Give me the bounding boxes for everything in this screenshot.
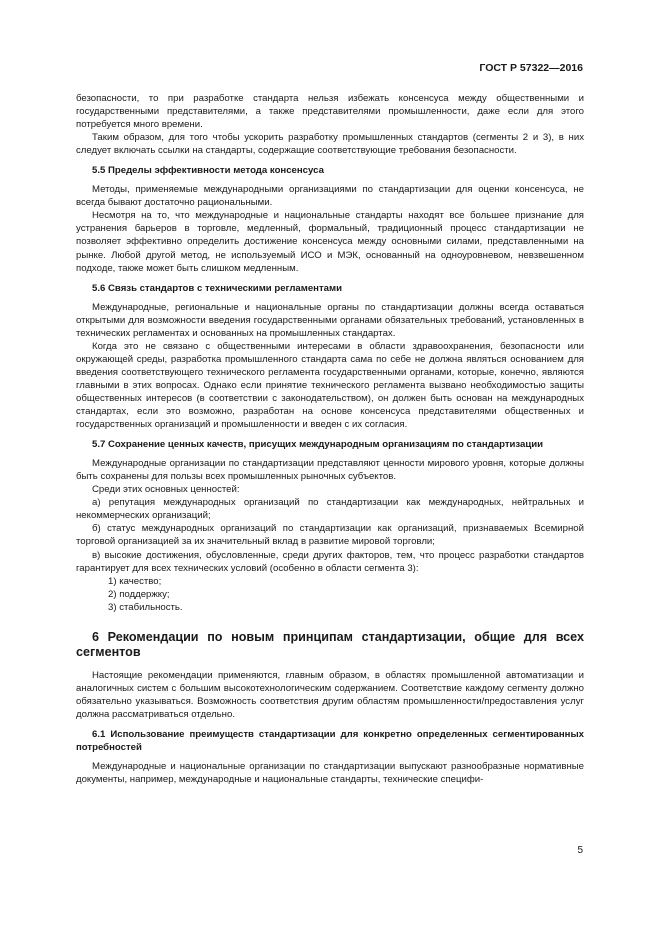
paragraph: Международные, региональные и национальные органы по стандартизации должны всегда оставаться открытыми для возможности введения государственными органами обязательных требований, установленных в технических регламентах и основанных на промышленных стандартах. [76, 301, 584, 339]
paragraph: Методы, применяемые международными организациями по стандартизации для оценки консенсуса, не всегда бывают достаточно рациональными. [76, 184, 584, 209]
paragraph: б) статус международных организаций по стандартизации как организаций, признаваемых Всемирной торговой организацией за их значительный вклад в развитие мировой торговли; [76, 523, 584, 548]
section-heading: 6.1 Использование преимуществ стандартизации для конкретно определенных сегментированных потребностей [76, 728, 584, 753]
list-item: 3) стабильность. [108, 601, 183, 613]
paragraph: безопасности, то при разработке стандарта нельзя избежать консенсуса между общественными и государственными представителями, а также представителями промышленности, даже если для этого потребуется много времени. [76, 93, 584, 131]
page-number: 5 [577, 845, 583, 856]
paragraph: Среди этих основных ценностей: [92, 484, 240, 496]
paragraph: Когда это не связано с общественными интересами в области здравоохранения, безопасности или окружающей среды, разработка промышленного стандарта сама по себе не должна являться основанием для введения соответствующего технического регламента государственными органами, которые, конечно, являются главными в этих вопросах. Однако если принятие технического регламента вызвано необходимостью защиты общественных интересов (в соответствии с законодательством), он должен быть основан на международных стандартах, если это возможно, разработан на основе консенсуса представителями общественных и государственных организаций и промышленности и введен с их согласия. [76, 340, 584, 431]
paragraph: Настоящие рекомендации применяются, главным образом, в областях промышленной автоматизации и аналогичных систем с большим высокотехнологическим содержанием. Соответствие каждому сегменту должно обязательно указываться. Возможность соответствия другим областям промышленности/предоставления услуг должна рассматриваться отдельно. [76, 669, 584, 720]
section-heading: 5.5 Пределы эффективности метода консенсуса [92, 165, 324, 177]
paragraph: Международные организации по стандартизации представляют ценности мирового уровня, которые должны быть сохранены для пользы всех промышленных рыночных субъектов. [76, 458, 584, 483]
document-id: ГОСТ Р 57322—2016 [479, 62, 583, 74]
paragraph: Несмотря на то, что международные и национальные стандарты находят все большее признание для устранения барьеров в торговле, медленный, формальный, традиционный процесс стандартизации не позволяет эффективно определить достижение консенсуса между основными силами, представленными на рынке. Любой другой метод, не используемый ИСО и МЭК, основанный на одноуровневом, невзвешенном подходе, также может быть слишком медленным. [76, 210, 584, 274]
section-heading: 5.7 Сохранение ценных качеств, присущих международным организациям по стандартизации [92, 439, 544, 451]
paragraph: в) высокие достижения, обусловленные, среди других факторов, тем, что процесс разработки стандартов гарантирует для всех технических условий (особенно в области сегмента 3): [76, 549, 584, 574]
paragraph: Международные и национальные организации по стандартизации выпускают разнообразные нормативные документы, например, международные и национальные стандарты, технические специфи- [76, 761, 584, 786]
section-heading: 5.6 Связь стандартов с техническими регламентами [92, 282, 342, 294]
document-body [76, 92, 584, 786]
paragraph: Таким образом, для того чтобы ускорить разработку промышленных стандартов (сегменты 2 и 3), в них следует включать ссылки на стандарты, содержащие соответствующие требования безопасности. [76, 132, 584, 157]
paragraph: а) репутация международных организаций по стандартизации как международных, нейтральных и некоммерческих организаций; [76, 497, 584, 522]
list-item: 2) поддержку; [108, 588, 170, 600]
chapter-heading: 6 Рекомендации по новым принципам стандартизации, общие для всех сегментов [76, 629, 584, 660]
list-item: 1) качество; [108, 575, 162, 587]
